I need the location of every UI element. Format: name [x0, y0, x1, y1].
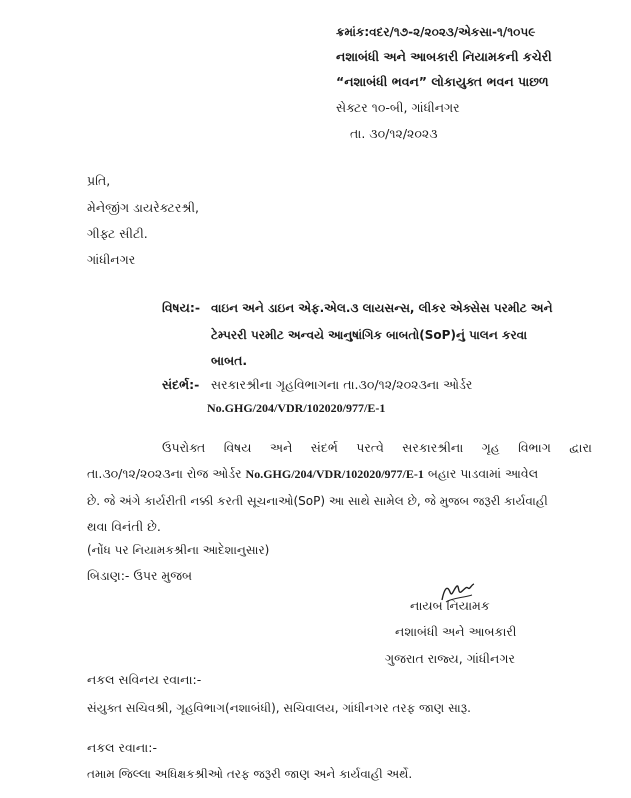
reference-order-number: No.GHG/204/VDR/102020/977/E-1: [207, 401, 386, 415]
subject-line-2: ટેમ્પરરી પરમીટ અન્વયે આનુષાંગિક બાબતો(SoP)નું પાલન કરવા: [211, 328, 528, 342]
recipient-designation: મેનેજીંગ ડાયરેક્ટરશ્રી,: [87, 200, 200, 215]
body-line-3: છે. જે અંગે કાર્યરીતી નક્કી કરતી સૂચનાઓ(SoP) આ સાથે સામેલ છે, જે મુજબ જરૂરી કાર્યવાહી: [87, 494, 548, 508]
signatory-state: ગુજરાત રાજ્ય, ગાંધીનગર: [385, 651, 515, 666]
subject-label: વિષય:-: [162, 300, 201, 315]
subject-line-3: બાબત.: [211, 353, 248, 368]
signatory-title: નાયબ નિયામક: [410, 598, 490, 613]
body-line-2-date: તા.૩૦/૧૨/૨૦૨૩ના રોજ ઓર્ડર: [87, 466, 242, 481]
copy-label-1: નકલ સવિનય રવાના:-: [87, 672, 202, 687]
office-sector: સેક્ટર ૧૦-બી, ગાંધીનગર: [336, 100, 460, 115]
copy-recipient-2: તમામ જિલ્લા અધિક્ષકશ્રીઓ તરફ જરૂરી જાણ અને કાર્યવાહી અર્થે.: [87, 767, 413, 781]
reference-number: ક્રમાંક:વદર/૧૭-૨/૨૦૨૩/એકસા-૧/૧૦૫૯: [336, 25, 536, 39]
recipient-organization: ગીફ્ટ સીટી.: [87, 226, 148, 241]
reference-line-1: સરકારશ્રીના ગૃહવિભાગના તા.૩૦/૧૨/૨૦૨૩ના ઓર્ડર: [211, 377, 473, 392]
authority-note: (નોંધ પર નિયામકશ્રીના આદેશાનુસાર): [87, 543, 270, 557]
recipient-to: પ્રતિ,: [87, 173, 111, 188]
enclosure-line: બિડાણ:- ઉપર મુજબ: [87, 568, 193, 583]
reference-label: સંદર્ભ:-: [162, 377, 200, 392]
copy-recipient-1: સંયુક્ત સચિવશ્રી, ગૃહવિભાગ(નશાબંધી), સચિવાલય, ગાંધીનગર તરફ જાણ સારૂ.: [87, 701, 471, 715]
office-building: “નશાબંધી ભવન” લોકાયુક્ત ભવન પાછળ: [336, 74, 549, 89]
body-line-4: થવા વિનંતી છે.: [87, 519, 161, 534]
office-name: નશાબંધી અને આબકારી નિયામકની કચેરી: [336, 49, 552, 64]
body-line-1: ઉપરોક્ત વિષય અને સંદર્ભ પરત્વે સરકારશ્રીના ગૃહ વિભાગ દ્વારા: [162, 440, 592, 455]
subject-line-1: વાઇન અને ડાઇન એફ.એલ.૩ લાયસન્સ, લીકર એક્સેસ પરમીટ અને: [211, 301, 553, 315]
copy-label-2: નકલ રવાના:-: [87, 740, 157, 755]
signatory-department: નશાબંધી અને આબકારી: [395, 624, 517, 639]
body-line-2: [87, 466, 592, 482]
body-line-2-tail: બહાર પાડવામાં આવેલ: [427, 466, 539, 481]
body-line-2-order-number: No.GHG/204/VDR/102020/977/E-1: [245, 467, 424, 481]
recipient-city: ગાંધીનગર: [87, 252, 136, 267]
letter-date: તા. ૩૦/૧૨/૨૦૨૩: [350, 126, 438, 141]
